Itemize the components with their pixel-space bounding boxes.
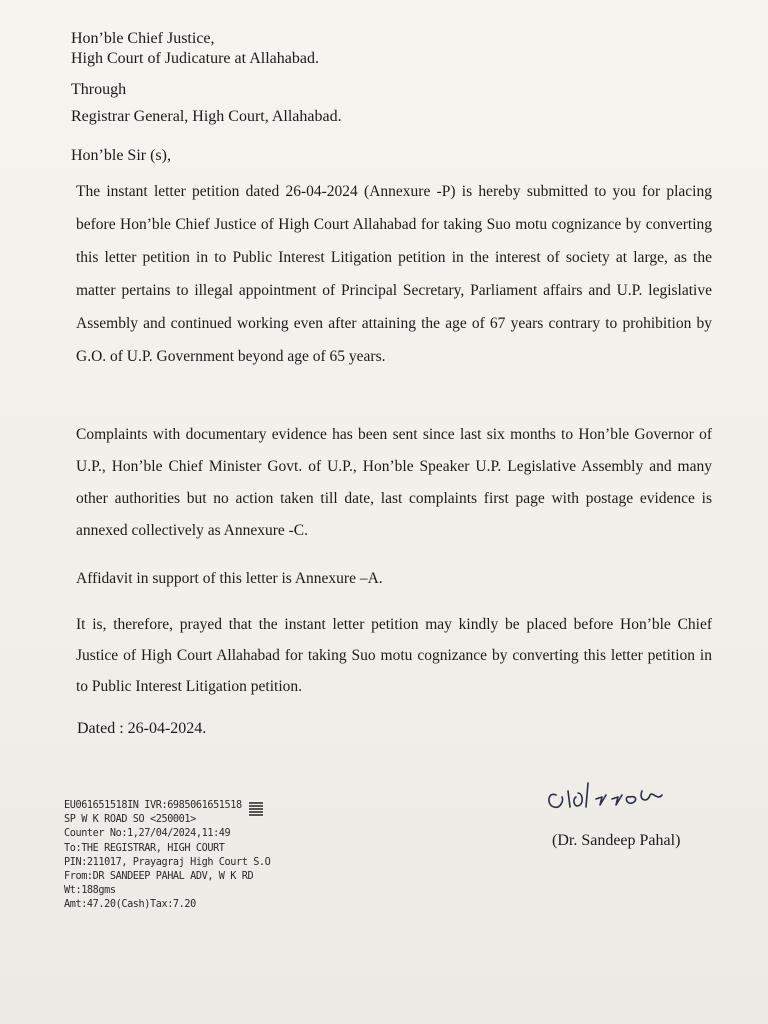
paragraph-petition: The instant letter petition dated 26-04-2024 (Annexure -P) is hereby submitted to you for placing before Hon’ble Chief Justice of High Court Allahabad for taking Suo motu cognizance by converting this letter petition in to Public Interest Litigation petition in the interest of society at large, as the matter pertains to illegal appointment of Principal Secretary, Parliament affairs and U.P. legislative Assembly and continued working even after attaining the age of 67 years contrary to prohibition by G.O. of U.P. Government beyond age of 65 years. (76, 183, 712, 365)
addressee-line-3: Through (71, 81, 127, 98)
paragraph-prayer: It is, therefore, prayed that the instant letter petition may kindly be placed before Hon’ble Chief Justice of High Court Allahabad for taking Suo motu cognizance by converting this letter petition in to Public Interest Litigation petition. (76, 616, 712, 695)
date-line: Dated : 26-04-2024. (77, 720, 207, 737)
salutation: Hon’ble Sir (s), (71, 147, 171, 164)
receipt-line: To:THE REGISTRAR, HIGH COURT (64, 842, 225, 854)
paragraph-affidavit: Affidavit in support of this letter is Annexure –A. (76, 570, 383, 587)
addressee-line-1: Hon’ble Chief Justice, (71, 30, 215, 47)
receipt-line: SP W K ROAD SO <250001> (64, 814, 196, 826)
receipt-line: Wt:188gms (64, 885, 116, 897)
paragraph-complaints: Complaints with documentary evidence has been sent since last six months to Hon’ble Governor of U.P., Hon’ble Chief Minister Govt. of U.P., Hon’ble Speaker U.P. Legislative Assembly and many other authorities but no action taken till date, last complaints first page with postage evidence is annexed collectively as Annexure -C. (76, 426, 712, 539)
receipt-line: Amt:47.20(Cash)Tax:7.20 (64, 899, 196, 911)
receipt-line: EU061651518IN IVR:6985061651518 (64, 800, 242, 811)
receipt-line: From:DR SANDEEP PAHAL ADV, W K RD (64, 871, 254, 883)
addressee-line-4: Registrar General, High Court, Allahabad. (71, 108, 342, 125)
addressee-line-2: High Court of Judicature at Allahabad. (71, 50, 319, 67)
postal-receipt (64, 799, 274, 913)
signature-icon (540, 765, 710, 825)
signatory-name: (Dr. Sandeep Pahal) (552, 832, 681, 849)
receipt-line: Counter No:1,27/04/2024,11:49 (64, 828, 231, 840)
receipt-line: PIN:211017, Prayagraj High Court S.O (64, 856, 271, 868)
barcode-icon (248, 800, 264, 818)
